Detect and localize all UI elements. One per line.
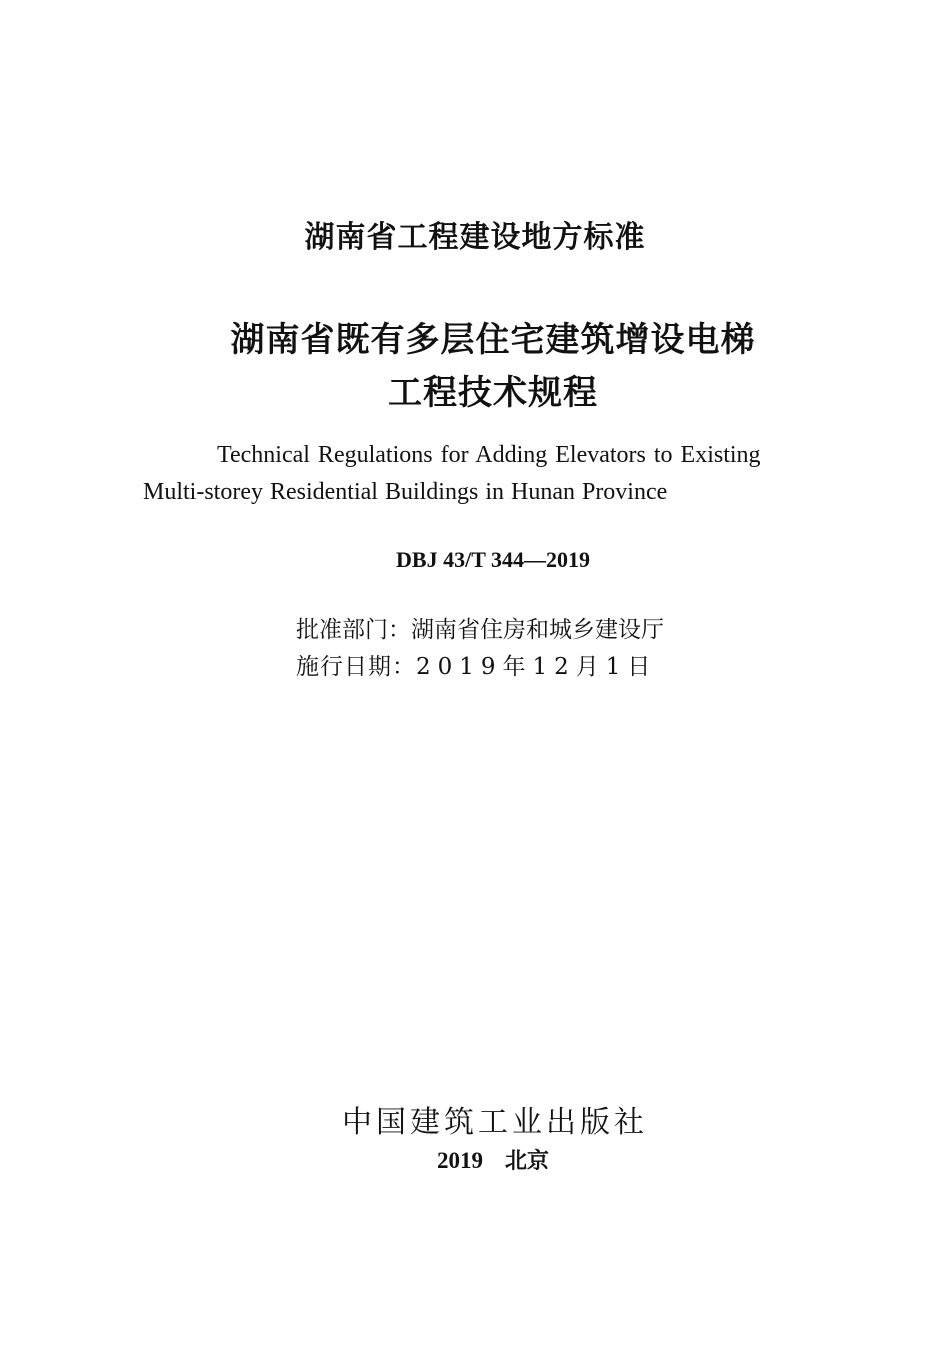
- series-title: 湖南省工程建设地方标准: [304, 220, 646, 255]
- title-en-line-1: Technical Regulations for Adding Elevators to Existing: [217, 442, 761, 468]
- effective-date-label: 施行日期：: [296, 654, 416, 680]
- effective-date-line: [296, 648, 657, 681]
- approval-line: [296, 611, 664, 644]
- title-en-line-2: Multi-storey Residential Buildings in Hunan Province: [143, 479, 668, 505]
- approval-label: 批准部门：: [296, 617, 411, 643]
- publisher-name: 中国建筑工业出版社: [342, 1105, 648, 1140]
- title-cn-line-2: 工程技术规程: [388, 373, 598, 413]
- effective-date-value: 2019年12月1日: [416, 654, 658, 680]
- publication-year: 2019: [436, 1148, 483, 1173]
- title-cn-line-1: 湖南省既有多层住宅建筑增设电梯: [230, 320, 756, 360]
- publication-place-year: [0, 1144, 950, 1175]
- standard-code: DBJ 43/T 344—2019: [396, 547, 590, 572]
- publication-city: 北京: [504, 1149, 549, 1174]
- approval-value: 湖南省住房和城乡建设厅: [411, 617, 664, 643]
